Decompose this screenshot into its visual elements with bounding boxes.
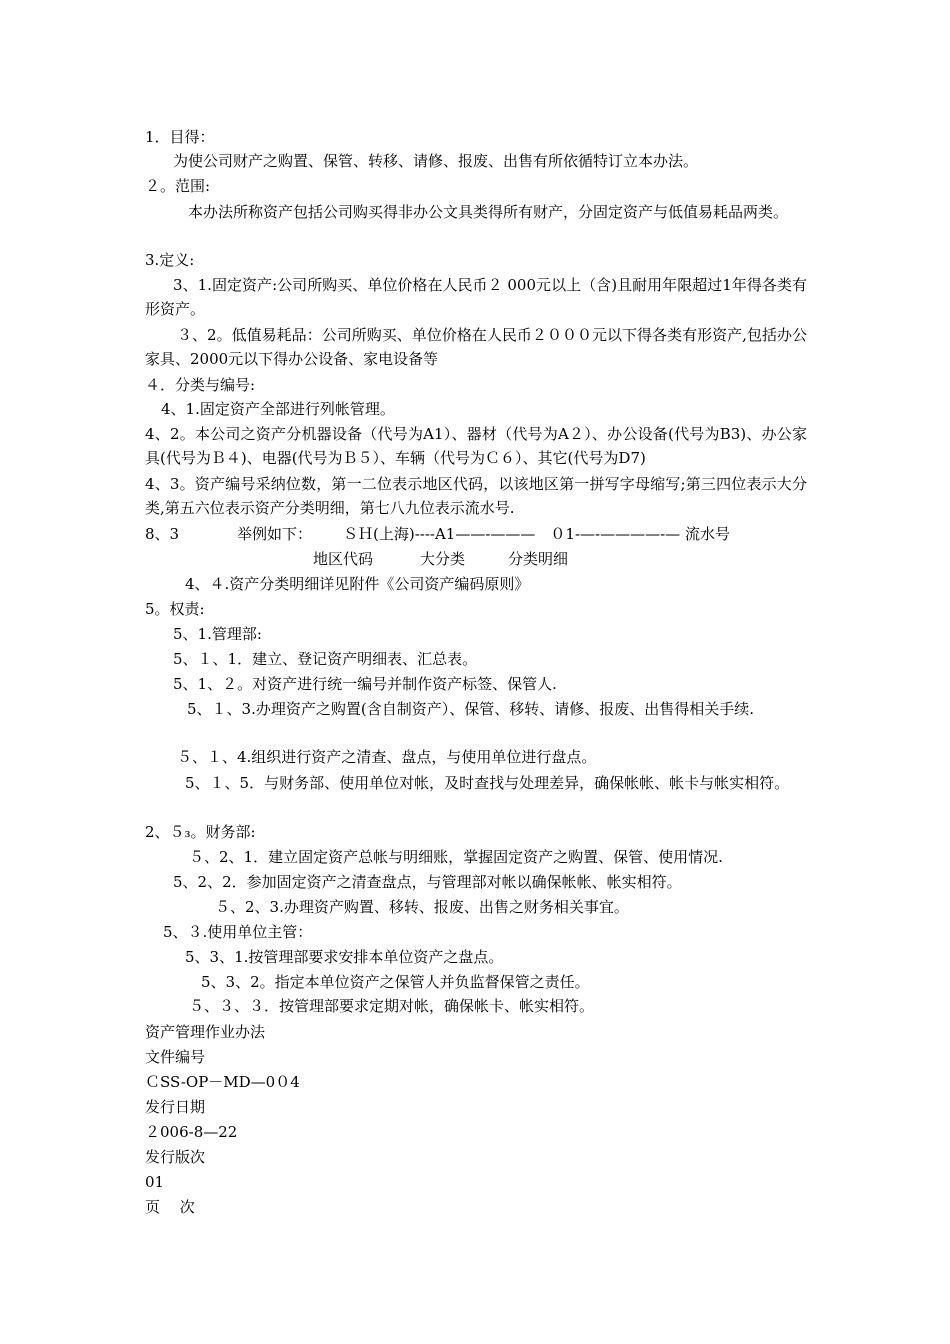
section-5-1-4: ５、１、4.组织进行资产之清查、盘点，与使用单位进行盘点。 xyxy=(177,748,597,766)
footer-page-label: 页 次 xyxy=(145,1198,195,1216)
section-5-2-1: ５、2、1．建立固定资产总帐与明细账，掌握固定资产之购置、保管、使用情况. xyxy=(189,848,723,866)
footer-doc-title: 资产管理作业办法 xyxy=(145,1023,266,1041)
section-5-2-heading: 2、５₃。财务部: xyxy=(145,823,256,841)
footer-doc-no-value: ＣSS-OP－MD—0０4 xyxy=(145,1073,300,1091)
section-2-body: 本办法所称资产包括公司购买得非办公文具类得所有财产，分固定资产与低值易耗品两类。 xyxy=(188,203,789,221)
section-5-heading: 5。权责: xyxy=(145,600,205,618)
footer-doc-no-label: 文件编号 xyxy=(145,1048,206,1066)
section-4-example-code: ＳＨ(上海)----A1——-——— ０1-—-————-— 流水号 xyxy=(343,525,730,543)
section-4-1: 4、1.固定资产全部进行列帐管理。 xyxy=(161,400,395,418)
section-5-1-1: 5、１、1．建立、登记资产明细表、汇总表。 xyxy=(173,650,478,668)
section-5-1-2: 5、1、２。对资产进行统一编号并制作资产标签、保管人. xyxy=(173,675,557,693)
footer-version-label: 发行版次 xyxy=(145,1148,206,1166)
section-3-1: 3、1.固定资产:公司所购买、单位价格在人民币２ 000元以上（含)且耐用年限超过1年得各类有形资产。 xyxy=(145,276,807,318)
section-5-3-heading: 5、３.使用单位主管： xyxy=(163,923,313,941)
footer-version-value: 01 xyxy=(145,1173,165,1191)
legend-category-detail: 分类明细 xyxy=(508,550,569,568)
legend-region-code: 地区代码 xyxy=(313,550,374,568)
section-5-1-5: 5、１、5．与财务部、使用单位对帐，及时查找与处理差异，确保帐帐、帐卡与帐实相符。 xyxy=(185,774,790,792)
legend-major-category: 大分类 xyxy=(420,550,466,568)
section-5-1-heading: 5、1.管理部: xyxy=(173,625,262,643)
section-4-3: 4、3。资产编号采纳位数，第一二位表示地区代码，以该地区第一拼写字母缩写;第三四位表示大分类,第五六位表示资产分类明细，第七八九位表示流水号. xyxy=(145,475,807,517)
section-5-3-2: 5、3、2。指定本单位资产之保管人并负监督保管之责任。 xyxy=(201,973,590,991)
section-4-heading: ４．分类与编号: xyxy=(145,376,256,394)
section-4-example-label: 举例如下： xyxy=(237,525,313,543)
section-4-2: 4、2。本公司之资产分机器设备（代号为A1）、器材（代号为A２）、办公设备(代号为B3)、办公家具(代号为Ｂ４)、电器(代号为Ｂ５）、车辆（代号为Ｃ６）、其它(代号为D7) xyxy=(145,425,807,467)
footer-issue-date-value: ２006-8—22 xyxy=(145,1123,238,1141)
section-2-heading: ２。范围: xyxy=(145,177,211,195)
section-5-3-1: 5、3、1.按管理部要求安排本单位资产之盘点。 xyxy=(185,948,504,966)
section-3-2: ３、2。低值易耗品：公司所购买、单位价格在人民币２０００元以下得各类有形资产,包括办公家具、2000元以下得办公设备、家电设备等 xyxy=(145,326,807,368)
section-1-heading: 1．目得： xyxy=(145,128,215,146)
footer-issue-date-label: 发行日期 xyxy=(145,1098,206,1116)
section-3-heading: 3.定义: xyxy=(145,251,195,269)
section-1-body: 为使公司财产之购置、保管、转移、请修、报废、出售有所依循特订立本办法。 xyxy=(173,152,699,170)
section-5-2-3: ５、2、3.办理资产购置、移转、报废、出售之财务相关事宜。 xyxy=(215,898,629,916)
section-4-example-number: 8、3 xyxy=(145,525,180,543)
section-4-4: 4、４.资产分类明细详见附件《公司资产编码原则》 xyxy=(185,575,530,593)
section-5-3-3: ５、３、３．按管理部要求定期对帐，确保帐卡、帐实相符。 xyxy=(189,997,595,1015)
section-5-2-2: 5、2、2．参加固定资产之清查盘点，与管理部对帐以确保帐帐、帐实相符。 xyxy=(173,873,682,891)
section-5-1-3: 5、１、3.办理资产之购置(含自制资产）、保管、移转、请修、报废、出售得相关手续. xyxy=(187,700,754,718)
